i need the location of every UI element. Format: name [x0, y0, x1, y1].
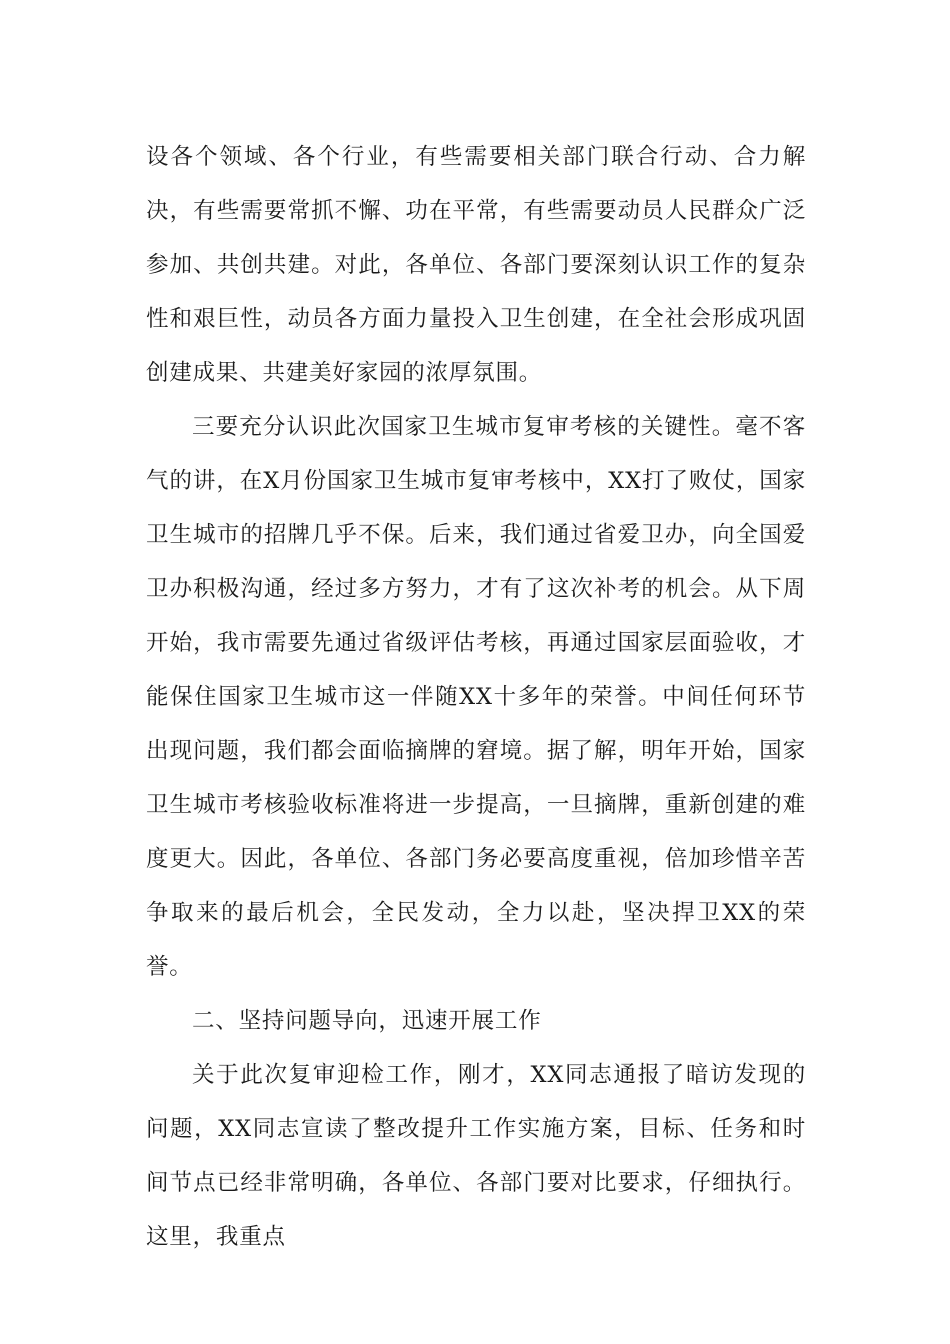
- paragraph-2: 三要充分认识此次国家卫生城市复审考核的关键性。毫不客气的讲，在X月份国家卫生城市复审考核中，XX打了败仗，国家卫生城市的招牌几乎不保。后来，我们通过省爱卫办，向全国爱卫办积极沟通，经过多方努力，才有了这次补考的机会。从下周开始，我市需要先通过省级评估考核，再通过国家层面验收，才能保住国家卫生城市这一伴随XX十多年的荣誉。中间任何环节出现问题，我们都会面临摘牌的窘境。据了解，明年开始，国家卫生城市考核验收标准将进一步提高，一旦摘牌，重新创建的难度更大。因此，各单位、各部门务必要高度重视，倍加珍惜辛苦争取来的最后机会，全民发动，全力以赴，坚决捍卫XX的荣誉。: [146, 414, 806, 980]
- paragraph-1: 设各个领域、各个行业，有些需要相关部门联合行动、合力解决，有些需要常抓不懈、功在平常，有些需要动员人民群众广泛参加、共创共建。对此，各单位、各部门要深刻认识工作的复杂性和艰巨性，动员各方面力量投入卫生创建，在全社会形成巩固创建成果、共建美好家园的浓厚氛围。: [146, 144, 806, 386]
- section-heading: 二、坚持问题导向，迅速开展工作: [192, 1008, 542, 1034]
- document-body: [146, 130, 806, 1264]
- paragraph-4: 关于此次复审迎检工作，刚才，XX同志通报了暗访发现的问题，XX同志宣读了整改提升工作实施方案，目标、任务和时间节点已经非常明确，各单位、各部门要对比要求，仔细执行。这里，我重点: [146, 1062, 806, 1250]
